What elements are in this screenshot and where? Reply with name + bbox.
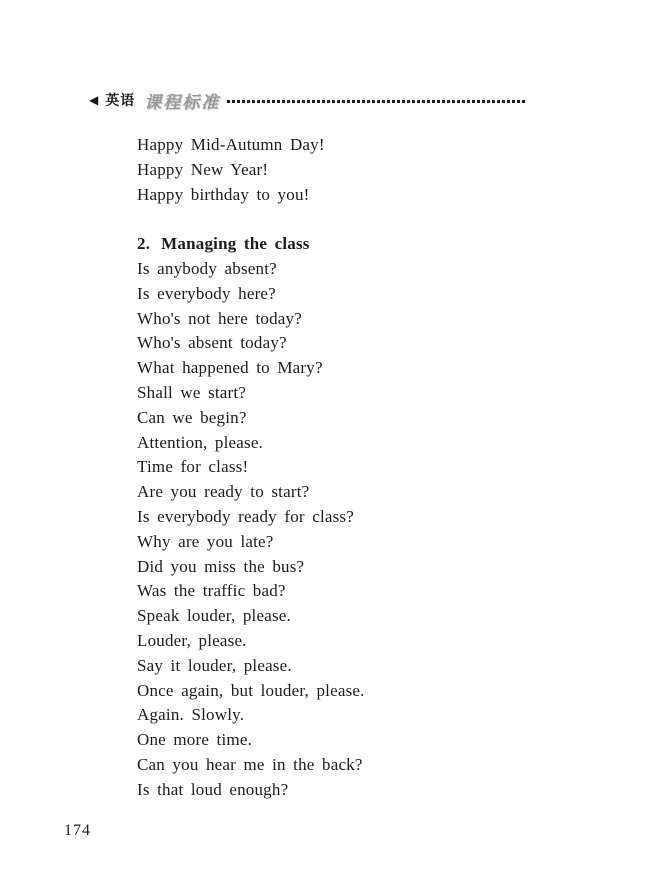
- phrase-line: Are you ready to start?: [137, 482, 310, 502]
- phrase-line: Can we begin?: [137, 407, 247, 427]
- phrase-line: Did you miss the bus?: [137, 556, 305, 576]
- phrase-line: Louder, please.: [137, 630, 247, 650]
- phrase-line: Is everybody ready for class?: [137, 506, 354, 526]
- section-number: 2.: [137, 234, 151, 254]
- phrase-line: Why are you late?: [137, 531, 274, 551]
- phrase-line: Again. Slowly.: [137, 705, 245, 725]
- phrase-line: Time for class!: [137, 457, 249, 477]
- page-number: 174: [64, 822, 91, 839]
- blank-line: [137, 207, 365, 232]
- phrase-line: Happy New Year!: [137, 159, 269, 179]
- phrase-line: Was the traffic bad?: [137, 581, 286, 601]
- phrase-line: Can you hear me in the back?: [137, 754, 363, 774]
- series-label: 英语: [105, 93, 136, 109]
- left-triangle-icon: ◀: [89, 93, 99, 107]
- phrase-line: Say it louder, please.: [137, 655, 292, 675]
- phrase-line: Shall we start?: [137, 382, 247, 402]
- phrase-line: Is that loud enough?: [137, 779, 289, 799]
- phrase-line: One more time.: [137, 730, 253, 750]
- phrase-list: [137, 133, 365, 803]
- section-heading: [137, 232, 365, 257]
- page-header: [89, 90, 527, 113]
- phrase-line: Is everybody here?: [137, 283, 276, 303]
- phrase-line: Who's not here today?: [137, 308, 302, 328]
- series-title: 课程标准: [144, 92, 221, 113]
- phrase-line: Is anybody absent?: [137, 258, 277, 278]
- section-title: Managing the class: [161, 234, 310, 254]
- phrase-line: Who's absent today?: [137, 333, 287, 353]
- phrase-line: Speak louder, please.: [137, 606, 291, 626]
- phrase-line: What happened to Mary?: [137, 358, 323, 378]
- header-dashed-rule: [227, 100, 527, 103]
- phrase-line: Happy Mid-Autumn Day!: [137, 135, 325, 154]
- phrase-line: Attention, please.: [137, 432, 264, 452]
- phrase-line: Happy birthday to you!: [137, 184, 310, 204]
- phrase-line: Once again, but louder, please.: [137, 680, 365, 700]
